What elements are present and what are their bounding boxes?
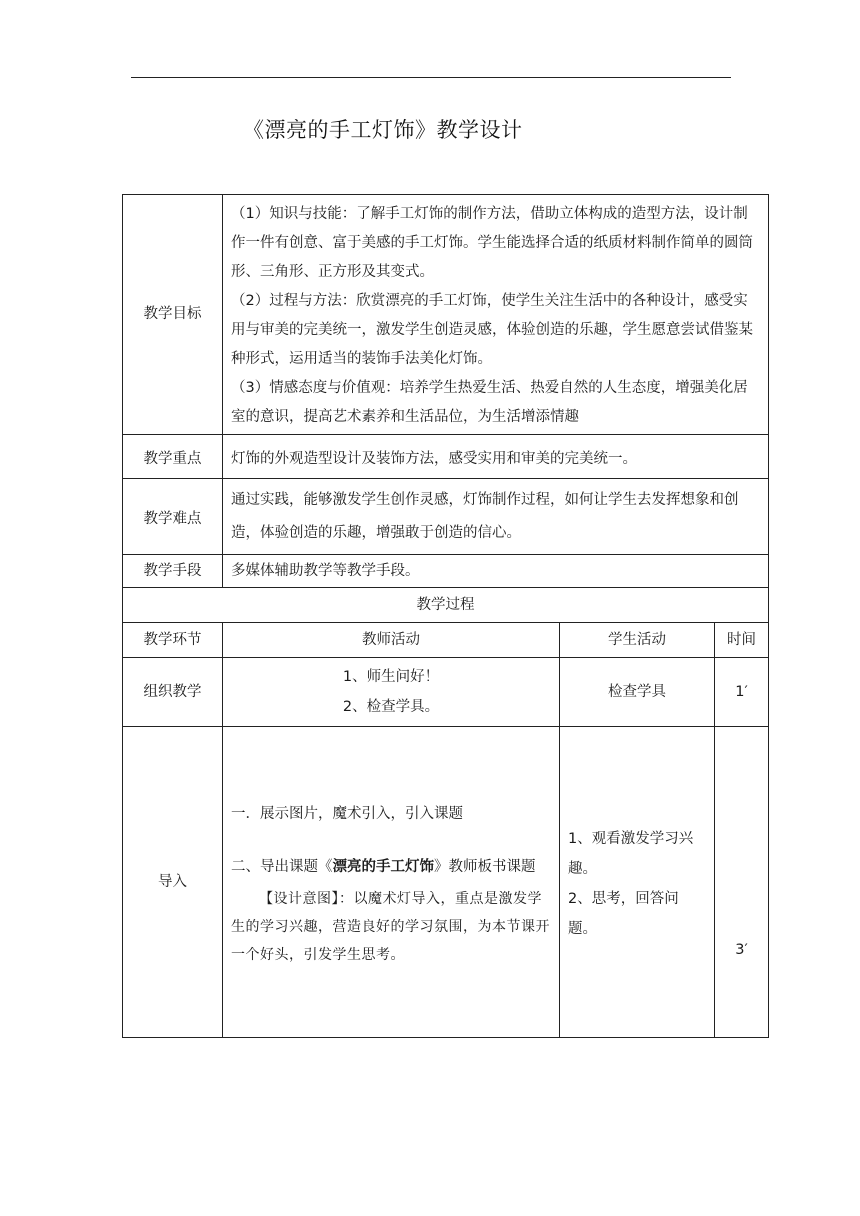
key-points-row (123, 435, 769, 479)
student-activity-line: 1、观看激发学习兴趣。 (568, 830, 694, 877)
header-rule (131, 77, 731, 78)
objective-emotion: （3）情感态度与价值观：培养学生热爱生活、热爱自然的人生态度，增强美化居室的意识，提高艺术素养和生活品位，为生活增添情趣 (231, 380, 748, 425)
means-label: 教学手段 (123, 555, 223, 588)
objectives-content (223, 195, 769, 435)
lesson-plan-table (122, 194, 769, 1038)
teacher-activity-intro (223, 727, 560, 1038)
time-organize: 1′ (715, 658, 769, 727)
student-activity-organize: 检查学具 (560, 658, 715, 727)
teacher-intro-suffix: 》教师板书课题 (434, 859, 536, 875)
key-points-label: 教学重点 (123, 435, 223, 479)
process-heading: 教学过程 (123, 588, 769, 623)
stage-organize: 组织教学 (123, 658, 223, 727)
means-text: 多媒体辅助教学等教学手段。 (223, 555, 769, 588)
teacher-activity-line: 2、检查学具。 (342, 699, 440, 715)
teacher-intro-prefix: 二、导出课题《 (231, 859, 333, 875)
difficulties-row (123, 479, 769, 555)
column-header-time: 时间 (715, 623, 769, 658)
teacher-activity-line: 1、师生问好！ (342, 669, 440, 685)
objective-process: （2）过程与方法：欣赏漂亮的手工灯饰，使学生关注生活中的各种设计，感受实用与审美的完美统一，激发学生创造灵感，体验创造的乐趣，学生愿意尝试借鉴某种形式，运用适当的装饰手法美化灯饰。 (231, 293, 753, 367)
key-points-text: 灯饰的外观造型设计及装饰方法，感受实用和审美的完美统一。 (223, 435, 769, 479)
stage-intro: 导入 (123, 727, 223, 1038)
spacer (231, 829, 551, 853)
objectives-label: 教学目标 (123, 195, 223, 435)
student-activity-intro (560, 727, 715, 1038)
difficulties-label: 教学难点 (123, 479, 223, 555)
column-header-teacher: 教师活动 (223, 623, 560, 658)
document-title: 《漂亮的手工灯饰》教学设计 (243, 118, 523, 142)
difficulties-text: 通过实践，能够激发学生创作灵感，灯饰制作过程，如何让学生去发挥想象和创造，体验创造的乐趣，增强敢于创造的信心。 (223, 479, 769, 555)
objectives-row (123, 195, 769, 435)
process-header-row (123, 623, 769, 658)
time-intro: 3′ (715, 727, 769, 1038)
teacher-intro-line2 (231, 853, 551, 882)
process-row-intro (123, 727, 769, 1038)
process-row-organize (123, 658, 769, 727)
objective-knowledge: （1）知识与技能：了解手工灯饰的制作方法，借助立体构成的造型方法，设计制作一件有创意、富于美感的手工灯饰。学生能选择合适的纸质材料制作简单的圆筒形、三角形、正方形及其变式。 (231, 206, 753, 280)
means-row (123, 555, 769, 588)
column-header-student: 学生活动 (560, 623, 715, 658)
student-activity-line: 2、思考，回答问题。 (568, 890, 679, 937)
column-header-stage: 教学环节 (123, 623, 223, 658)
lesson-title-bold: 漂亮的手工灯饰 (332, 859, 434, 875)
process-heading-row (123, 588, 769, 623)
teacher-intro-line1: 一．展示图片，魔术引入，引入课题 (231, 806, 463, 822)
teacher-activity-organize (223, 658, 560, 727)
design-intent-note: 【设计意图】：以魔术灯导入，重点是激发学生的学习兴趣，营造良好的学习氛围，为本节课开一个好头，引发学生思考。 (231, 891, 550, 963)
